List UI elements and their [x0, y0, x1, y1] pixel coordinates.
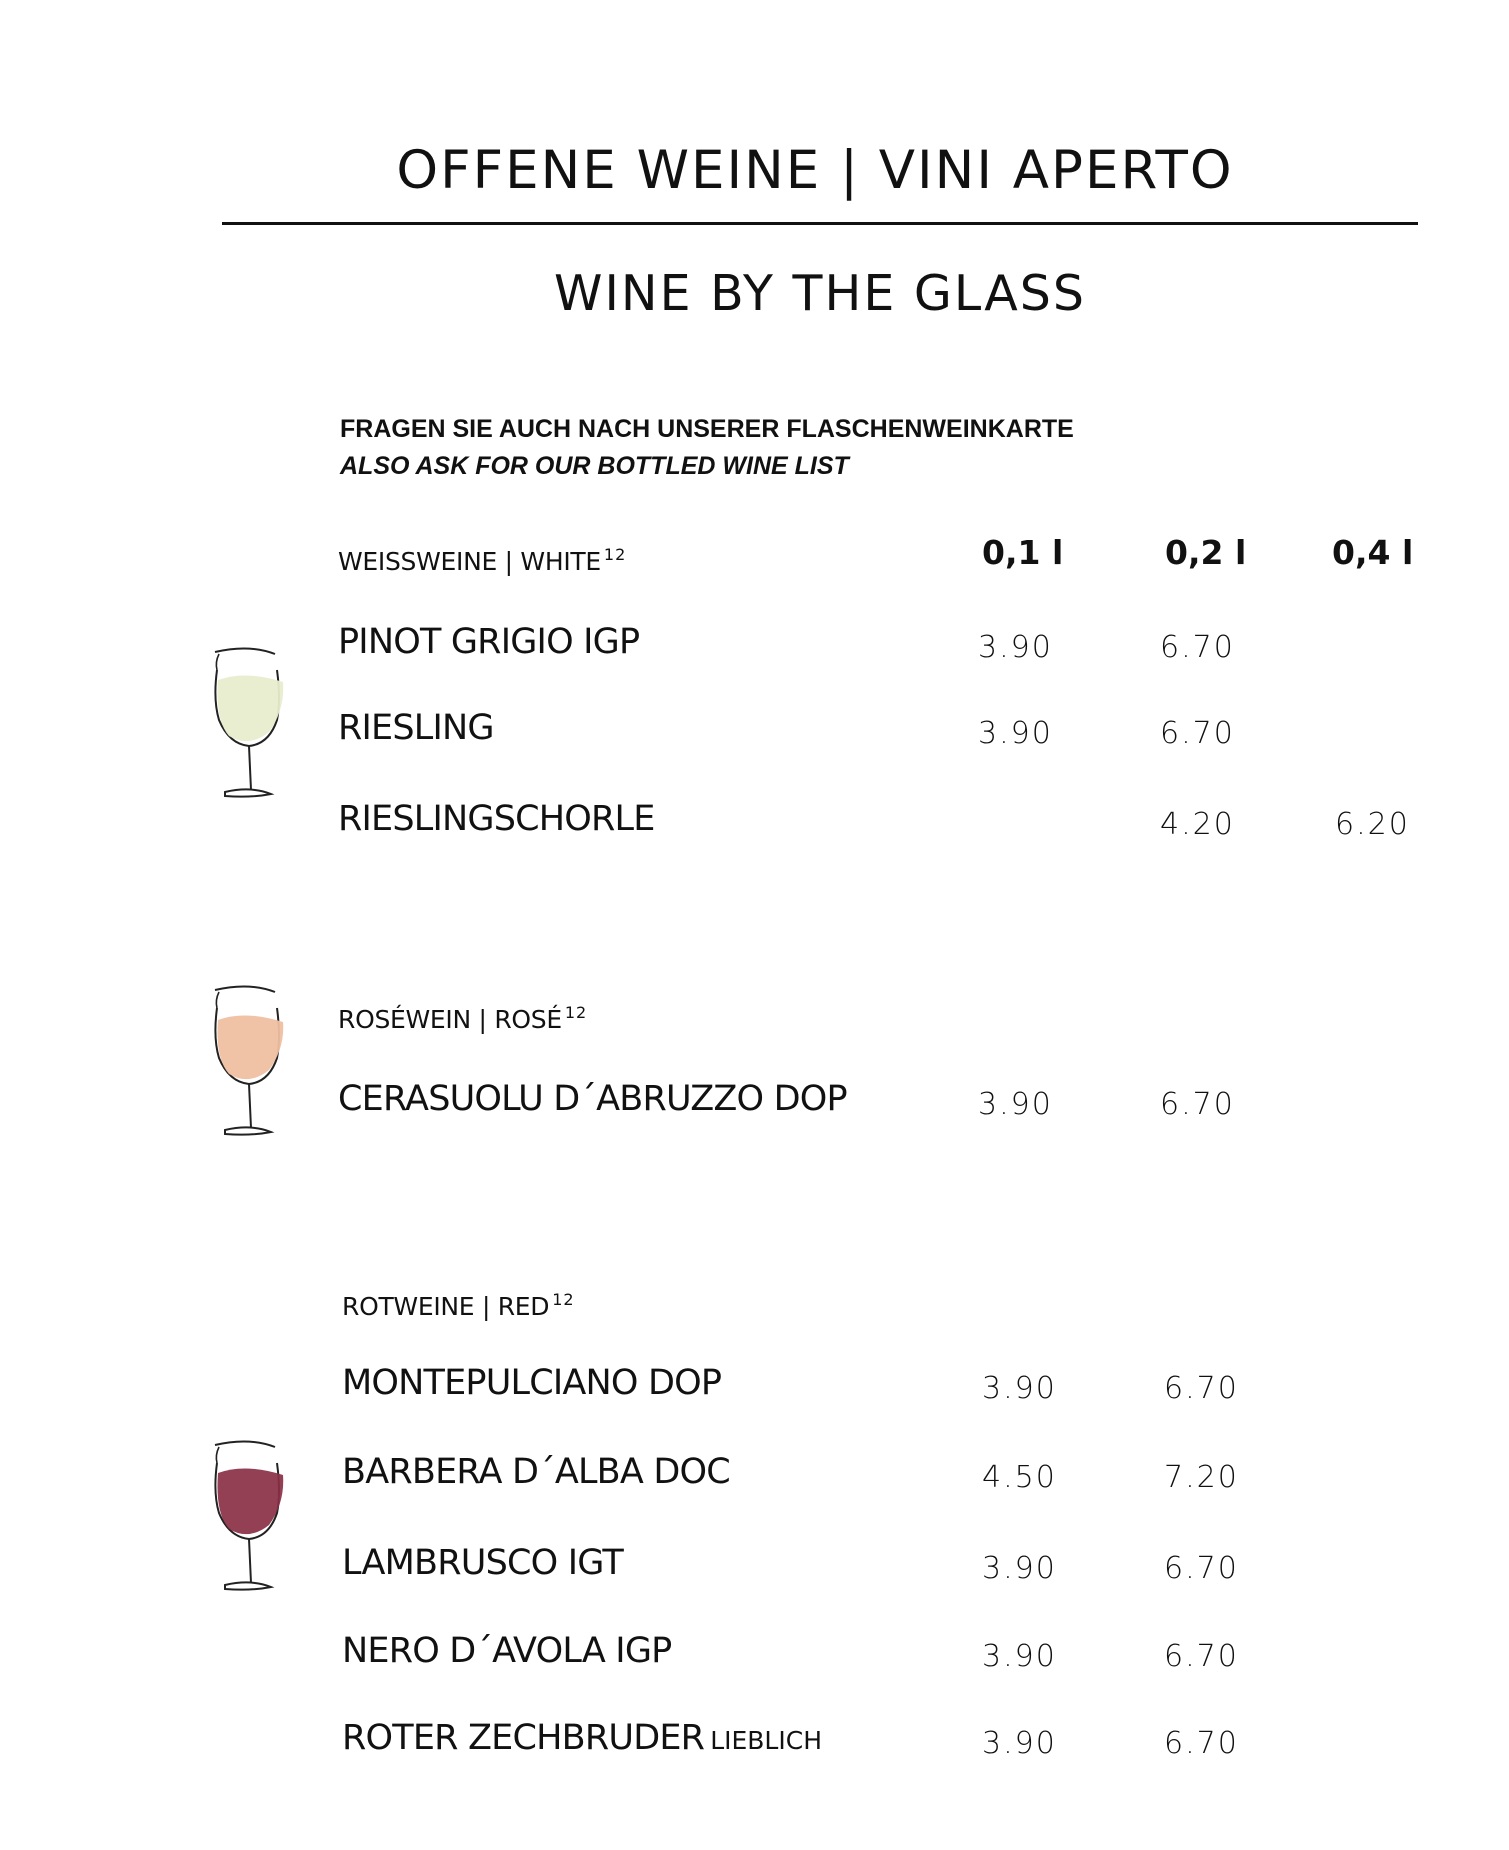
page-title: OFFENE WEINE | VINI APERTO [396, 140, 1234, 201]
price-0-1l: 3.90 [978, 716, 1053, 751]
price-0-2l: 6.70 [1164, 1371, 1239, 1406]
price-0-2l: 4.20 [1160, 807, 1235, 842]
price-0-1l: 3.90 [978, 630, 1053, 665]
title-divider [222, 222, 1418, 225]
size-header-0-2l: 0,2 l [1165, 533, 1247, 572]
page-subtitle: WINE BY THE GLASS [554, 265, 1086, 322]
bottle-list-note-de: FRAGEN SIE AUCH NACH UNSERER FLASCHENWEINKARTE [340, 415, 1074, 443]
price-0-4l: 6.20 [1335, 807, 1410, 842]
price-0-1l: 4.50 [982, 1460, 1057, 1495]
price-0-2l: 6.70 [1160, 630, 1235, 665]
section-label-white: WEISSWEINE | WHITE $^{12}$ [338, 545, 627, 576]
bottle-list-note-en: ALSO ASK FOR OUR BOTTLED WINE LIST [340, 452, 849, 480]
rose-wine-glass-icon [205, 978, 295, 1143]
wine-name: BARBERA D´ALBA DOC [342, 1452, 730, 1492]
size-header-0-1l: 0,1 l [982, 533, 1064, 572]
wine-note: LIEBLICH [710, 1726, 822, 1755]
price-0-1l: 3.90 [978, 1087, 1053, 1122]
price-0-1l: 3.90 [982, 1551, 1057, 1586]
price-0-2l: 6.70 [1164, 1639, 1239, 1674]
price-0-2l: 6.70 [1160, 1087, 1235, 1122]
price-0-2l: 6.70 [1164, 1551, 1239, 1586]
price-0-1l: 3.90 [982, 1639, 1057, 1674]
section-label-rose: ROSÉWEIN | ROSÉ $^{12}$ [338, 1003, 588, 1034]
wine-name: CERASUOLU D´ABRUZZO DOP [338, 1079, 847, 1119]
price-0-2l: 7.20 [1164, 1460, 1239, 1495]
price-0-2l: 6.70 [1160, 716, 1235, 751]
wine-name: NERO D´AVOLA IGP [342, 1631, 672, 1671]
wine-name: LAMBRUSCO IGT [342, 1543, 623, 1583]
wine-name: RIESLING [338, 708, 494, 748]
price-0-1l: 3.90 [982, 1726, 1057, 1761]
wine-name: MONTEPULCIANO DOP [342, 1363, 722, 1403]
price-0-2l: 6.70 [1164, 1726, 1239, 1761]
wine-name: RIESLINGSCHORLE [338, 799, 655, 839]
price-0-1l: 3.90 [982, 1371, 1057, 1406]
wine-name: PINOT GRIGIO IGP [338, 622, 640, 662]
red-wine-glass-icon [205, 1433, 295, 1598]
section-label-red: ROTWEINE | RED $^{12}$ [342, 1290, 575, 1321]
size-header-0-4l: 0,4 l [1332, 533, 1414, 572]
wine-name: ROTER ZECHBRUDER LIEBLICH [342, 1718, 822, 1758]
white-wine-glass-icon [205, 640, 295, 805]
